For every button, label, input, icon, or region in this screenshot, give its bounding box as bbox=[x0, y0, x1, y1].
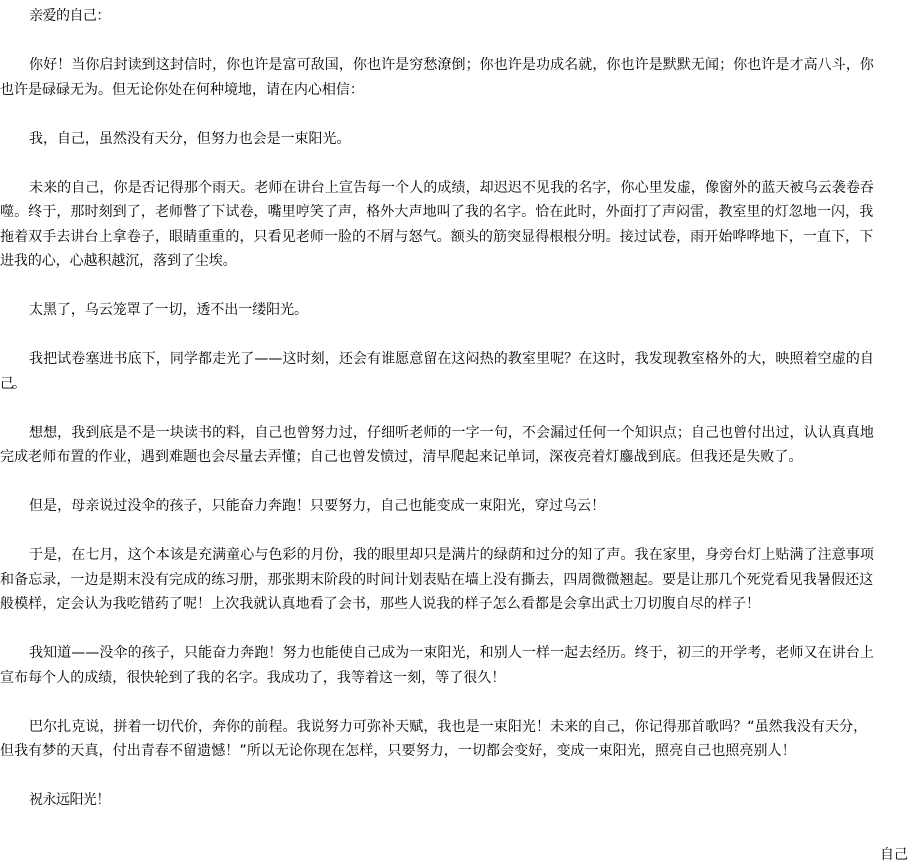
paragraph-first-line: 于是，在七月，这个本该是充满童心与色彩的月份，我的眼里却只是满片的绿荫和过分的知了声。我在家里，身旁台灯上贴满了注意事项 bbox=[29, 547, 874, 563]
paragraph-continuation-line: 拖着双手去讲台上拿卷子，眼睛重重的，只看见老师一脸的不屑与怒气。额头的筋突显得根根分明。接过试卷，雨开始哗哗地下，一直下，下 bbox=[0, 228, 874, 245]
letter-paragraphs bbox=[0, 53, 914, 813]
letter-paragraph bbox=[0, 176, 914, 274]
paragraph-continuation-line: 般模样，定会认为我吃错药了呢！上次我就认真地看了会书，那些人说我的样子怎么看都是会拿出武士刀切腹自尽的样子！ bbox=[0, 596, 761, 612]
letter-greeting: 亲爱的自己： bbox=[29, 8, 110, 24]
paragraph-first-line: 你好！当你启封读到这封信时，你也许是富可敌国，你也许是穷愁潦倒；你也许是功成名就，你也许是默默无闻；你也许是才高八斗，你 bbox=[29, 57, 874, 73]
paragraph-first-line: 巴尔扎克说，拼着一切代价，奔你的前程。我说努力可弥补天赋，我也是一束阳光！未来的自己，你记得那首歌吗？“虽然我没有天分， bbox=[29, 718, 868, 735]
letter-paragraph bbox=[0, 127, 914, 152]
paragraph-continuation-line: 进我的心，心越积越沉，落到了尘埃。 bbox=[0, 253, 237, 269]
paragraph-first-line: 祝永远阳光！ bbox=[29, 792, 110, 808]
paragraph-first-line: 我把试卷塞进书底下，同学都走光了——这时刻，还会有谁愿意留在这闷热的教室里呢？在这时，我发现教室格外的大，映照着空虚的自 bbox=[29, 351, 874, 367]
letter-body bbox=[0, 4, 914, 837]
letter-paragraph bbox=[0, 421, 914, 470]
letter-paragraph bbox=[0, 494, 914, 519]
letter-paragraph bbox=[0, 543, 914, 617]
paragraph-continuation-line: 和备忘录，一边是期末没有完成的练习册，那张期末阶段的时间计划表贴在墙上没有撕去，四周微微翘起。要是让那几个死党看见我暑假还这 bbox=[0, 571, 874, 588]
paragraph-first-line: 但是，母亲说过没伞的孩子，只能奋力奔跑！只要努力，自己也能变成一束阳光，穿过乌云！ bbox=[29, 498, 606, 514]
paragraph-first-line: 未来的自己，你是否记得那个雨天。老师在讲台上宣告每一个人的成绩，却迟迟不见我的名字，你心里发虚，像窗外的蓝天被乌云袭卷吞 bbox=[29, 179, 874, 196]
letter-signature: 自己 bbox=[880, 847, 908, 863]
letter-paragraph bbox=[0, 347, 914, 396]
paragraph-continuation-line: 但我有梦的天真，付出青春不留遗憾！”所以无论你现在怎样，只要努力，一切都会变好，变成一束阳光，照亮自己也照亮别人！ bbox=[0, 743, 796, 759]
letter-paragraph bbox=[0, 788, 914, 813]
letter-paragraph bbox=[0, 298, 914, 323]
paragraph-first-line: 想想，我到底是不是一块读书的料，自己也曾努力过，仔细听老师的一字一句，不会漏过任何一个知识点；自己也曾付出过，认认真真地 bbox=[29, 424, 874, 441]
paragraph-continuation-line: 也许是碌碌无为。但无论你处在何种境地，请在内心相信： bbox=[0, 81, 364, 98]
paragraph-first-line: 太黑了，乌云笼罩了一切，透不出一缕阳光。 bbox=[29, 302, 308, 318]
letter-paragraph bbox=[0, 53, 914, 102]
letter-paragraph bbox=[0, 715, 914, 764]
paragraph-first-line: 我，自己，虽然没有天分，但努力也会是一束阳光。 bbox=[29, 130, 351, 147]
paragraph-first-line: 我知道——没伞的孩子，只能奋力奔跑！努力也能使自己成为一束阳光，和别人一样一起去经历。终于，初三的开学考，老师又在讲台上 bbox=[29, 645, 874, 661]
paragraph-continuation-line: 己。 bbox=[0, 375, 25, 392]
paragraph-continuation-line: 噬。终于，那时刻到了，老师瞥了下试卷，嘴里哼笑了声，格外大声地叫了我的名字。恰在此时，外面打了声闷雷，教室里的灯忽地一闪，我 bbox=[0, 204, 874, 220]
letter-paragraph bbox=[0, 641, 914, 690]
paragraph-continuation-line: 完成老师布置的作业，遇到难题也会尽量去弄懂；自己也曾发愤过，清早爬起来记单词，深夜亮着灯鏖战到底。但我还是失败了。 bbox=[0, 449, 803, 465]
paragraph-continuation-line: 宣布每个人的成绩，很快轮到了我的名字。我成功了，我等着这一刻，等了很久！ bbox=[0, 669, 506, 686]
